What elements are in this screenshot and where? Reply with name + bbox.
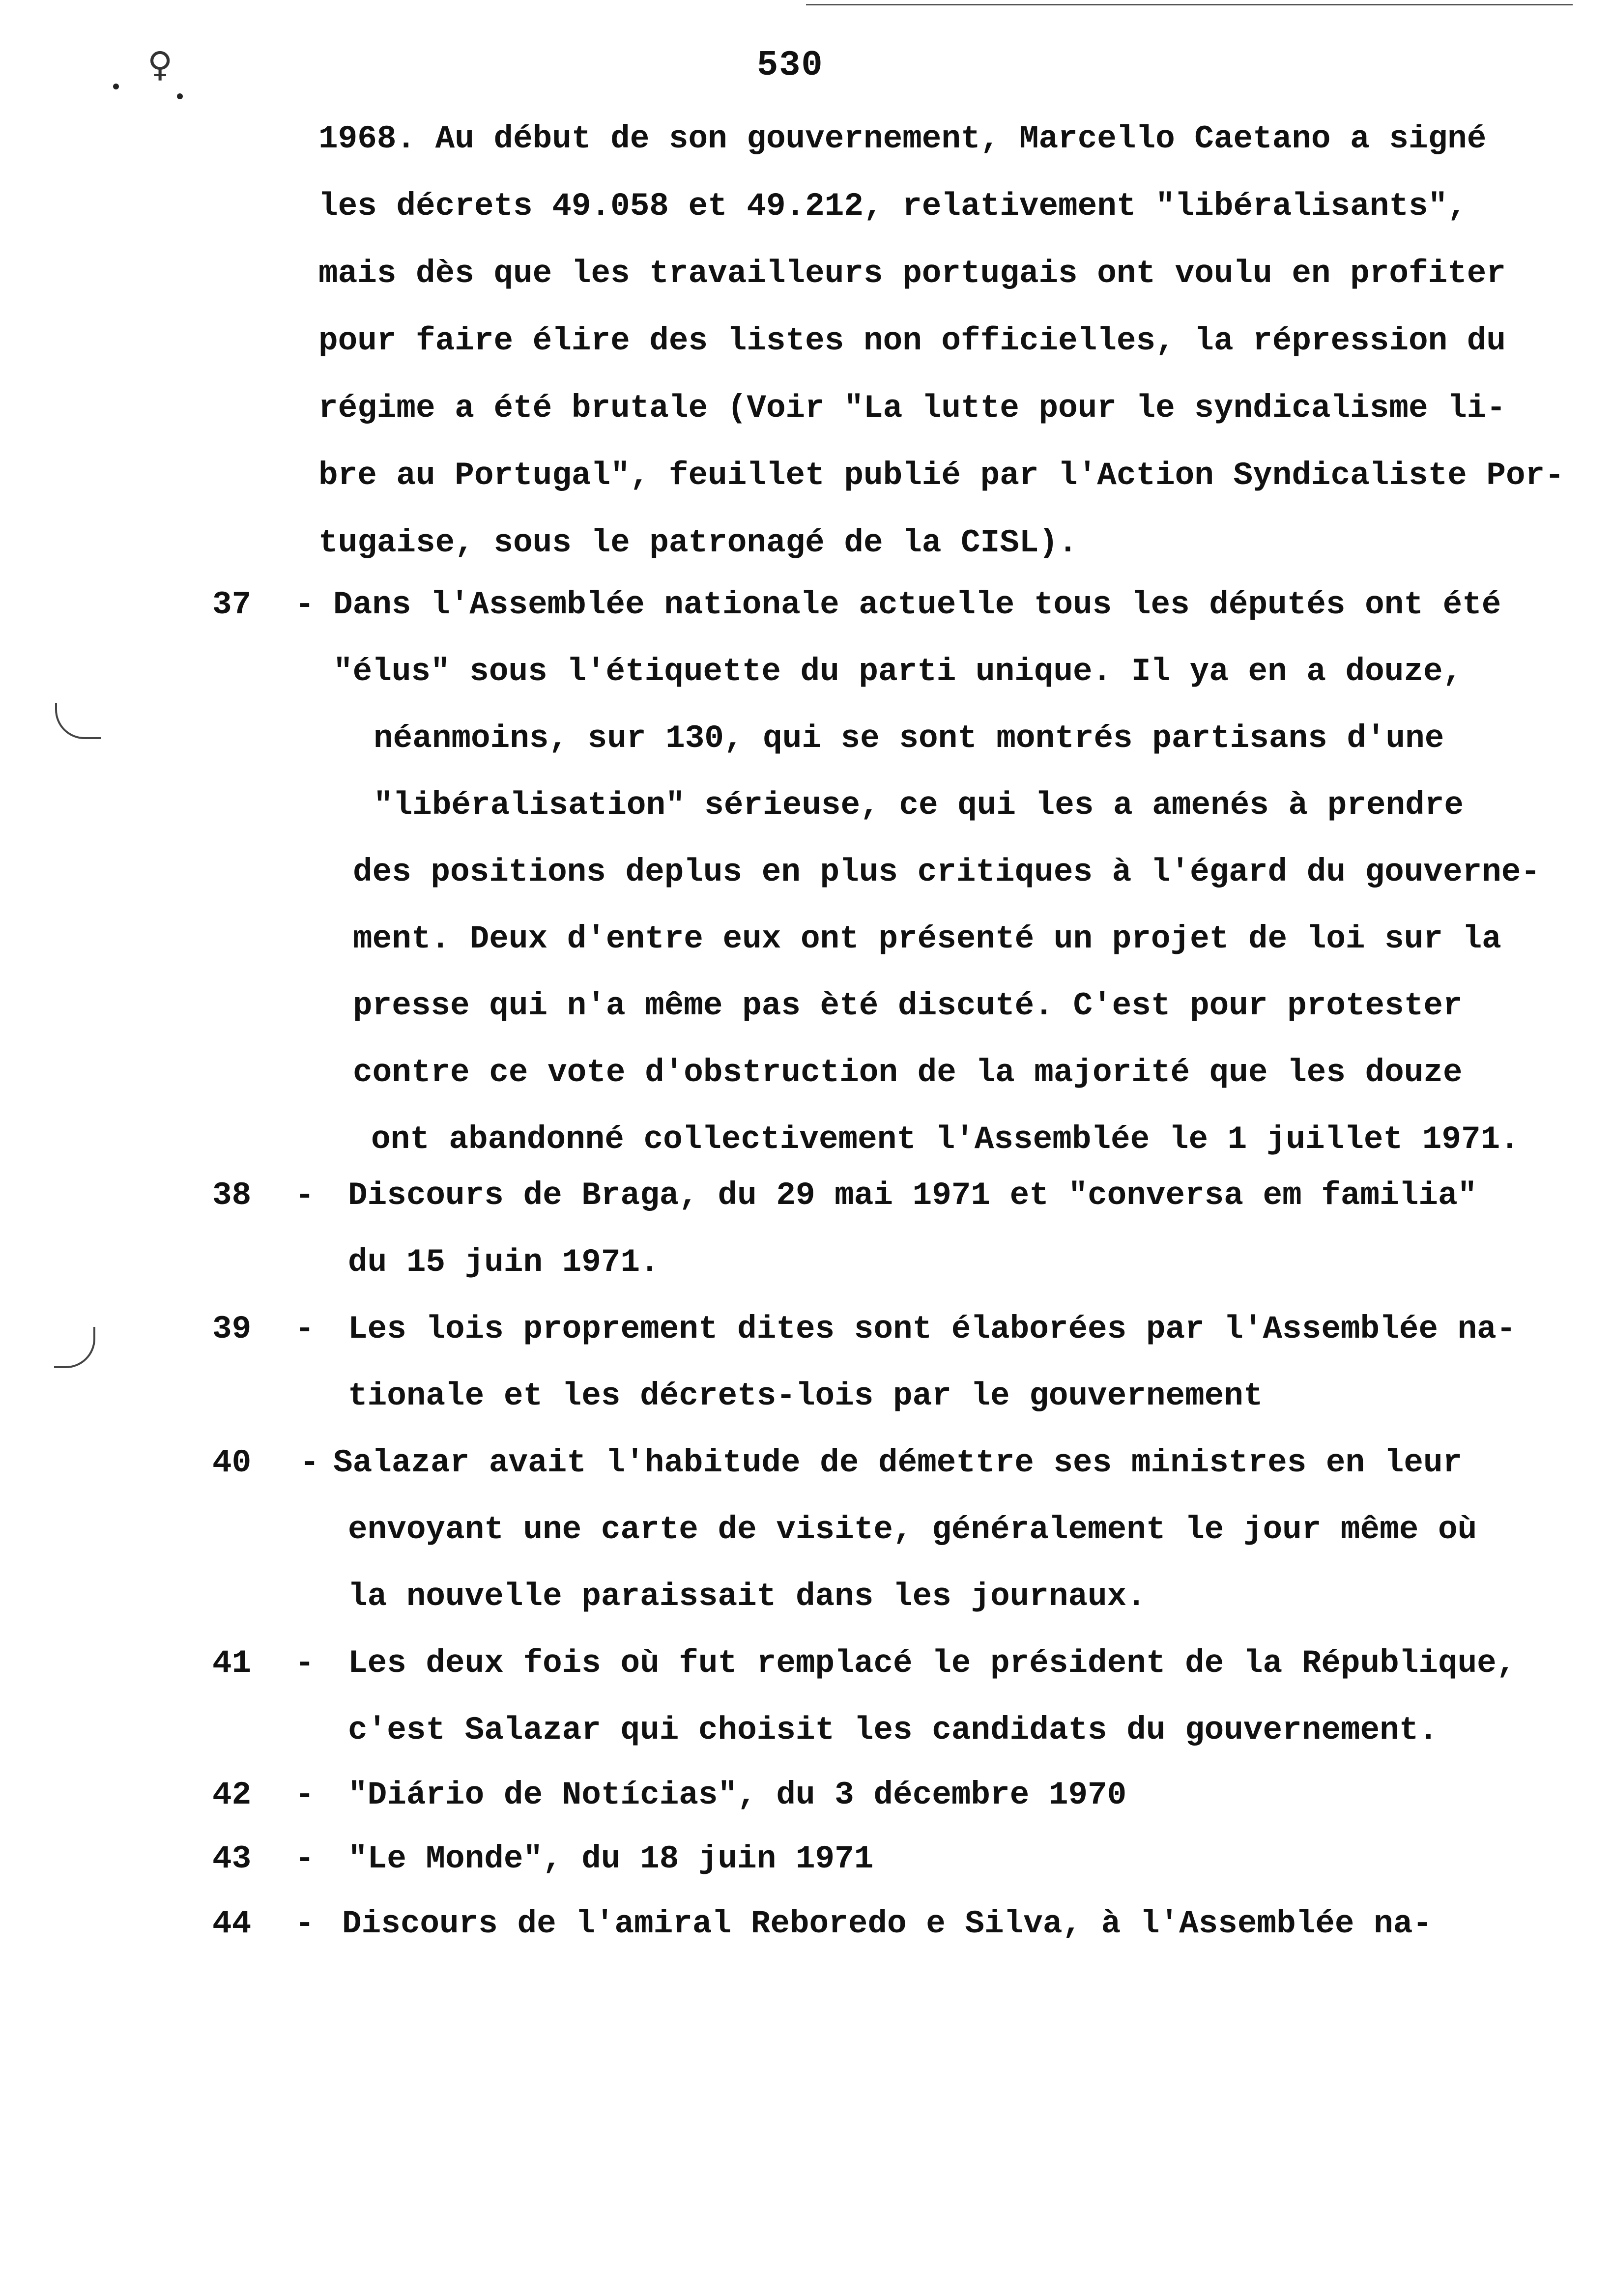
footnote-number: 38 <box>212 1177 252 1214</box>
footnote-line: néanmoins, sur 130, qui se sont montrés partisans d'une <box>374 720 1444 757</box>
footnote-line: du 15 juin 1971. <box>348 1244 660 1281</box>
margin-curve-icon <box>55 703 101 739</box>
footnote-number: 43 <box>212 1840 252 1877</box>
footnote-line: "libéralisation" sérieuse, ce qui les a amenés à prendre <box>374 787 1464 824</box>
footnote-line: Salazar avait l'habitude de démettre ses ministres en leur <box>333 1444 1463 1481</box>
intro-line: pour faire élire des listes non officielles, la répression du <box>318 322 1506 359</box>
footnote-line: Discours de Braga, du 29 mai 1971 et "conversa em familia" <box>348 1177 1477 1214</box>
intro-line: les décrets 49.058 et 49.212, relativement "libéralisants", <box>318 188 1467 225</box>
footnote-line: "élus" sous l'étiquette du parti unique. Il ya en a douze, <box>333 653 1463 690</box>
footnote-line: tionale et les décrets-lois par le gouvernement <box>348 1378 1263 1414</box>
footnote-dash: - <box>295 1311 315 1348</box>
top-rule <box>806 4 1573 5</box>
footnote-line: la nouvelle paraissait dans les journaux. <box>348 1578 1146 1615</box>
footnote-number: 42 <box>212 1777 252 1813</box>
footnote-line: "Diário de Notícias", du 3 décembre 1970 <box>348 1777 1127 1813</box>
page-number: 530 <box>757 45 824 86</box>
footnote-line: Discours de l'amiral Reboredo e Silva, à l'Assemblée na- <box>342 1905 1432 1942</box>
footnote-line: ment. Deux d'entre eux ont présenté un projet de loi sur la <box>353 920 1501 957</box>
footnote-dash: - <box>295 1645 315 1682</box>
footnote-line: envoyant une carte de visite, généralement le jour même où <box>348 1511 1477 1548</box>
footnote-line: Les lois proprement dites sont élaborées par l'Assemblée na- <box>348 1311 1516 1348</box>
margin-curve-icon <box>54 1327 95 1368</box>
margin-mark-icon: ♀ <box>147 44 173 85</box>
footnote-dash: - <box>295 1177 315 1214</box>
footnote-number: 44 <box>212 1905 252 1942</box>
footnote-line: des positions deplus en plus critiques à l'égard du gouverne- <box>353 854 1540 890</box>
footnote-line: "Le Monde", du 18 juin 1971 <box>348 1840 874 1877</box>
footnote-line: presse qui n'a même pas èté discuté. C'est pour protester <box>353 987 1463 1024</box>
intro-line: bre au Portugal", feuillet publié par l'Action Syndicaliste Por- <box>318 457 1564 494</box>
footnote-dash: - <box>295 586 315 623</box>
footnote-line: c'est Salazar qui choisit les candidats du gouvernement. <box>348 1712 1438 1749</box>
footnote-line: Dans l'Assemblée nationale actuelle tous les députés ont été <box>333 586 1501 623</box>
footnote-number: 40 <box>212 1444 252 1481</box>
footnote-dash: - <box>295 1777 315 1813</box>
footnote-line: contre ce vote d'obstruction de la majorité que les douze <box>353 1054 1463 1091</box>
intro-line: tugaise, sous le patronagé de la CISL). <box>318 524 1078 561</box>
footnote-line: Les deux fois où fut remplacé le président de la République, <box>348 1645 1516 1682</box>
footnote-dash: - <box>295 1905 315 1942</box>
intro-line: mais dès que les travailleurs portugais ont voulu en profiter <box>318 255 1506 292</box>
intro-line: 1968. Au début de son gouvernement, Marcello Caetano a signé <box>318 120 1487 157</box>
margin-dot-icon <box>113 84 119 89</box>
footnote-line: ont abandonné collectivement l'Assemblée le 1 juillet 1971. <box>371 1121 1520 1158</box>
footnote-dash: - <box>300 1444 319 1481</box>
footnote-dash: - <box>295 1840 315 1877</box>
intro-line: régime a été brutale (Voir "La lutte pour le syndicalisme li- <box>318 390 1506 427</box>
margin-dot-icon <box>177 93 183 99</box>
footnote-number: 41 <box>212 1645 252 1682</box>
footnote-number: 37 <box>212 586 252 623</box>
footnote-number: 39 <box>212 1311 252 1348</box>
